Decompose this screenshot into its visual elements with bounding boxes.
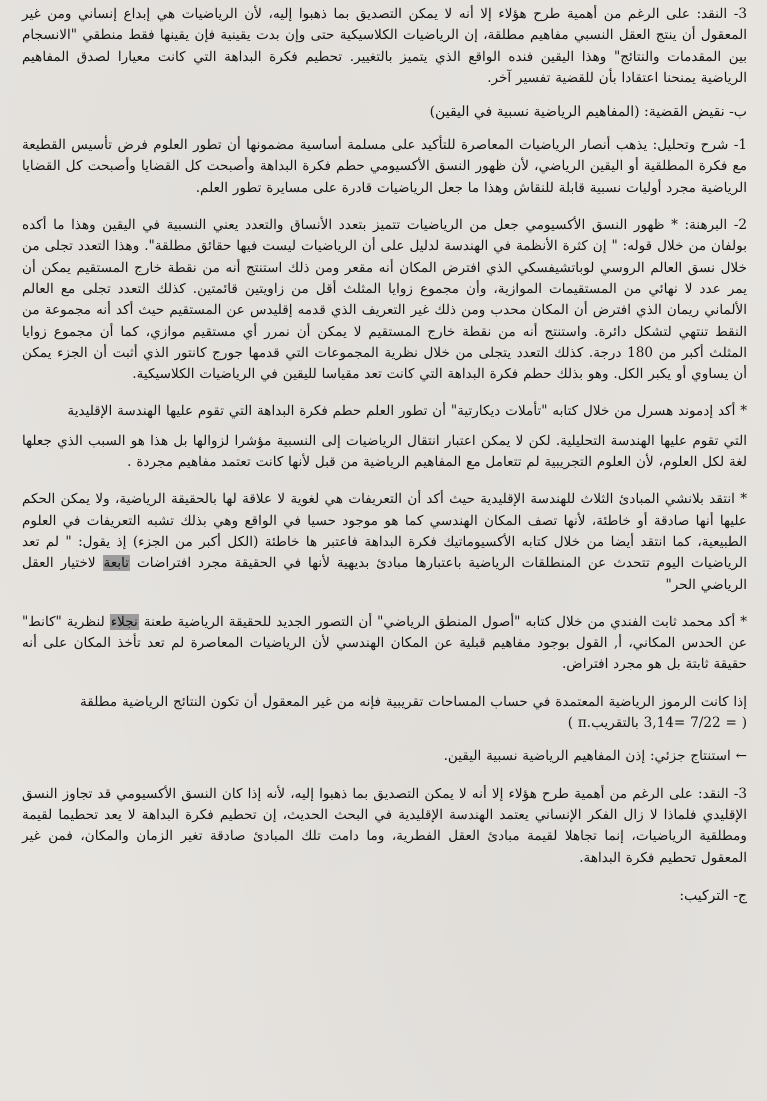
pi-approximation-line: ( = 7/22 =3,14 بالتقريب.π ) [567,715,747,732]
critique-paragraph-2: 3- النقد: على الرغم من أهمية طرح هؤلاء إلا أنه لا يمكن التصديق بما ذهبوا إليه، لأنه إذا كان النسق الأكسيومي قد تجاوز النسق الإقليدي فلماذا لا زال الفكر الإنساني يعتمد الهندسة الإقليدية في البحث الحديث، إن تحطيم فكرة البداهة لا يعد تحطيما لقيمة ومطلقية الرياضيات، إنما تجاهلا لقيمة مبادئ العقل الفطرية، وما دامت تلك المبادئ صادقة تغير الزمان والمكان، فمن غير المعقول تحطيم فكرة البداهة. [22,785,747,866]
blanche-paragraph [22,489,747,595]
fendi-text-start: * أكد محمد ثابت الفندي من خلال كتابه "أصول المنطق الرياضي" أن التصور الجديد للحقيقة الرياضية طعنة [143,613,747,630]
antithesis-heading: ب- نقيض القضية: (المفاهيم الرياضية نسبية في اليقين) [429,104,747,121]
proof-paragraph: 2- البرهنة: * ظهور النسق الأكسيومي جعل من الرياضيات تتميز بتعدد الأنساق والتعدد يعني النسبية في اليقين وهذا ما أكده بولفان من خلال قوله: " إن كثرة الأنظمة في الهندسة لدليل على أن الرياضيات ليست فيها حقائق مطلقة". وهذا التعدد تجلى من خلال نسق العالم الروسي لوباتشيفسكي الذي افترض المكان أنه مقعر ومن ذلك استنتج أنه من نقطة خارج المستقيم يمكن أن يمر عدد لا نهائي من المستقيمات الموازية، وأن مجموع زوايا المثلث أقل من زاويتين قائمتين. كذلك التعدد تجلى مع العالم الألماني ريمان الذي افترض أن المكان محدب ومن ذلك غير التعريف الذي قدمه إقليدس عن المستقيم حيث أكد أنه مجموعة من النقط تنتهي لتشكل دائرة. واستنتج أنه من نقطة خارج المستقيم لا يمكن أن نمرر أي مستقيم موازي، كما أن مجموع زوايا المثلث أكبر من 180 درجة. كذلك التعدد يتجلى من خلال نظرية المجموعات التي قدمها جورج كانتور الذي أثبت أن الجزء يمكن أن يساوي أو يكبر الكل. وهو بذلك حطم فكرة البداهة التي كانت تعد مقياسا لليقين في الرياضيات الكلاسيكية. [22,217,748,383]
partial-conclusion: ← استنتاج جزئي: إذن المفاهيم الرياضية نسبية اليقين. [443,748,747,765]
highlighted-word: نجلاء [110,613,138,630]
symbols-paragraph: إذا كانت الرموز الرياضية المعتمدة في حساب المساحات تقريبية فإنه من غير المعقول أن تكون النتائج الرياضية مطلقة [80,693,747,710]
explanation-paragraph: 1- شرح وتحليل: يذهب أنصار الرياضيات المعاصرة للتأكيد على مسلمة أساسية مضمونها أن تطور العلوم فرض تأسيس القطيعة مع فكرة المطلقية أو اليقين الرياضي، لأن ظهور النسق الأكسيومي حطم فكرة البداهة وأصبحت كل القضايا وأصبحت كل القضايا الرياضية مجرد أوليات نسبية قابلة للنقاش وهذا ما جعل الرياضيات قادرة على مسايرة تطور العلم. [22,137,747,196]
husserl-paragraph-line: * أكد إدموند هسرل من خلال كتابه "تأملات ديكارتية" أن تطور العلم حطم فكرة البداهة التي تقوم عليها الهندسة الإقليدية [67,403,747,420]
fendi-paragraph [22,612,747,676]
highlighted-word: تابعة [103,555,130,572]
fendi-text-end: لنظرية "كانط" عن الحدس المكاني، أ, القول بوجود مفاهيم قبلية عن المكان الهندسي لأن الرياضيات المعاصرة لم تعد تأخذ المكان على أنه حقيقة ثابتة بل هو مجرد افتراض. [22,613,747,673]
critique-paragraph-1: 3- النقد: على الرغم من أهمية طرح هؤلاء إلا أنه لا يمكن التصديق بما ذهبوا إليه، لأن الرياضيات هي إبداع إنساني ومن غير المعقول أن ينتج العقل النسبي مفاهيم مطلقة، إن الرياضيات الكلاسيكية حتى وإن بدت يقينية فإن يقينها فقط منطقي "الانسجام بين المقدمات والنتائج" وهذا اليقين فنده الواقع الذي يتميز بالتغيير. تحطيم فكرة البداهة التي كانت معيارا لصدق المفاهيم الرياضية يمنحنا اعتقادا بأن للقضية تفسير آخر. [22,6,747,86]
blanche-text-end: لاختيار العقل الرياضي الحر" [22,555,747,593]
husserl-paragraph-continued: التي تقوم عليها الهندسة التحليلية. لكن لا يمكن اعتبار انتقال الرياضيات إلى النسبية مؤشرا لزوالها بل هذا هو السبب الذي جعلها لغة لكل العلوم، لأن العلوم التجريبية لم تتعامل مع المفاهيم الرياضية من قبل لأنها كانت تعتمد مفاهيم مجردة . [22,432,747,471]
blanche-text-start: * انتقد بلانشي المبادئ الثلاث للهندسة الإقليدية حيث أكد أن التعريفات هي لغوية لا علاقة لها بالحقيقة الرياضية، ولا يمكن الحكم عليها أنها صادقة أو خاطئة، لأنها تصف المكان الهندسي كما هو موجود حسيا في الواقع وهي بذلك تشبه التعريفات في العلوم الطبيعية، كما انتقد أيضا من خلال كتابه الأكسيوماتيك فكرة البداهة فاعتبر ها خاطئة (الكل أكبر من الجزء) إذ يقول: " لم تعد الرياضيات اليوم تتحدث عن المنطلقات الرياضية باعتبارها مبادئ بديهية لأنها في الحقيقة مجرد افتراضات [22,491,747,572]
synthesis-heading: ج- التركيب: [679,887,747,904]
